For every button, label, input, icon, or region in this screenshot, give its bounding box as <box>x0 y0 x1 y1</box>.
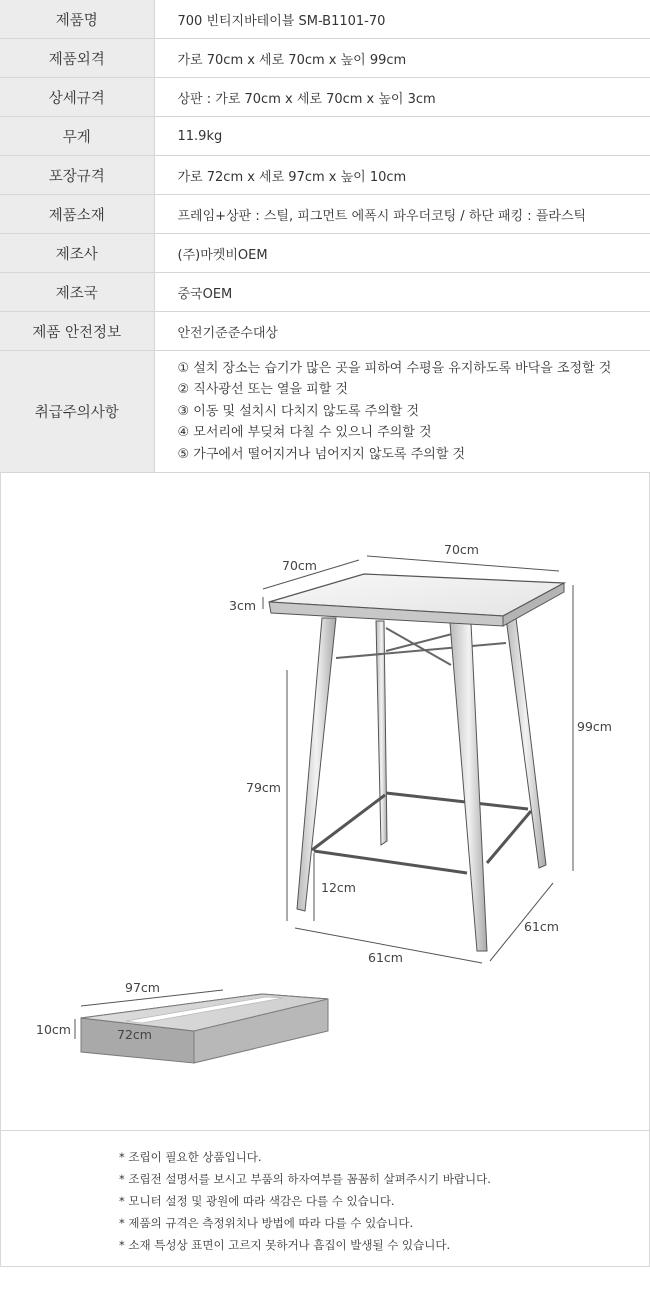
label-stretcher-height: 12cm <box>321 880 356 895</box>
left-stretcher <box>312 795 385 850</box>
care-item: ④ 모서리에 부딪쳐 다칠 수 있으니 주의할 것 <box>177 425 432 441</box>
package-box-illustration <box>75 990 328 1063</box>
spec-value: 상판 : 가로 70cm x 세로 70cm x 높이 3cm <box>154 78 650 117</box>
notice-item: * 조립이 필요한 상품입니다. <box>119 1150 262 1164</box>
spec-label: 상세규격 <box>0 78 154 117</box>
label-box-length: 97cm <box>125 980 160 995</box>
label-base-width: 61cm <box>368 950 403 965</box>
spec-label: 제품소재 <box>0 195 154 234</box>
care-item: ⑤ 가구에서 떨어지거나 넘어지지 않도록 주의할 것 <box>177 446 466 462</box>
spec-row-product-name <box>0 0 650 39</box>
care-item: ③ 이동 및 설치시 다치지 않도록 주의할 것 <box>177 403 420 419</box>
care-item: ② 직사광선 또는 열을 피할 것 <box>177 382 348 398</box>
dimension-diagram <box>0 473 650 1130</box>
spec-label: 제품외격 <box>0 39 154 78</box>
spec-value: 11.9kg <box>154 117 650 156</box>
spec-row-manufacturer <box>0 234 650 273</box>
front-right-leg <box>450 623 487 951</box>
spec-value: 안전기준준수대상 <box>154 312 650 351</box>
spec-value: 700 빈티지바테이블 SM-B1101-70 <box>177 13 386 29</box>
spec-label: 제품명 <box>0 0 154 39</box>
spec-row-material <box>0 195 650 234</box>
spec-row-package-size <box>0 156 650 195</box>
front-left-leg <box>297 618 336 911</box>
notice-item: * 조립전 설명서를 보시고 부품의 하자여부를 꼼꼼히 살펴주시기 바랍니다. <box>119 1172 491 1186</box>
spec-label: 제조사 <box>0 234 154 273</box>
label-top-depth: 70cm <box>282 558 317 573</box>
label-top-width: 70cm <box>444 542 479 557</box>
notice-item: * 제품의 규격은 측정위치나 방법에 따라 다를 수 있습니다. <box>119 1216 414 1230</box>
spec-label: 포장규격 <box>0 156 154 195</box>
care-label: 취급주의사항 <box>0 351 154 473</box>
spec-label: 무게 <box>0 117 154 156</box>
right-stretcher <box>487 811 531 863</box>
spec-row-detail-size <box>0 78 650 117</box>
spec-row-outer-size <box>0 39 650 78</box>
spec-row-weight <box>0 117 650 156</box>
spec-table <box>0 0 650 473</box>
spec-row-care <box>0 351 650 473</box>
upper-brace-front <box>336 643 506 658</box>
back-stretcher <box>386 793 528 809</box>
spec-label: 제품 안전정보 <box>0 312 154 351</box>
dim-line-width <box>367 556 559 571</box>
spec-row-safety-info <box>0 312 650 351</box>
table-illustration <box>269 574 564 951</box>
front-stretcher <box>314 851 467 873</box>
label-top-thickness: 3cm <box>229 598 257 613</box>
spec-value: 가로 72cm x 세로 97cm x 높이 10cm <box>154 156 650 195</box>
dimension-drawing <box>1 473 650 1130</box>
label-box-height: 10cm <box>36 1022 71 1037</box>
notice-list <box>0 1130 650 1267</box>
spec-value: 프레임+상판 : 스틸, 피그먼트 에폭시 파우더코팅 / 하단 패킹 : 플라스틱 <box>154 195 650 234</box>
notice-item: * 모니터 설정 및 광원에 따라 색감은 다를 수 있습니다. <box>119 1194 395 1208</box>
spec-value: (주)마켓비OEM <box>154 234 650 273</box>
label-box-width: 72cm <box>117 1027 152 1042</box>
care-item: ① 설치 장소는 습기가 많은 곳을 피하여 수평을 유지하도록 바닥을 조정할 것 <box>177 360 612 376</box>
spec-value: 가로 70cm x 세로 70cm x 높이 99cm <box>154 39 650 78</box>
spec-row-origin <box>0 273 650 312</box>
upper-brace-cross-a <box>386 628 451 665</box>
label-total-height: 99cm <box>577 719 612 734</box>
spec-label: 제조국 <box>0 273 154 312</box>
back-right-leg <box>506 618 546 868</box>
spec-value: 중국OEM <box>154 273 650 312</box>
label-base-depth: 61cm <box>524 919 559 934</box>
notice-item: * 소재 특성상 표면이 고르지 못하거나 흠집이 발생될 수 있습니다. <box>119 1238 451 1252</box>
label-leg-height: 79cm <box>246 780 281 795</box>
care-list <box>154 351 650 473</box>
